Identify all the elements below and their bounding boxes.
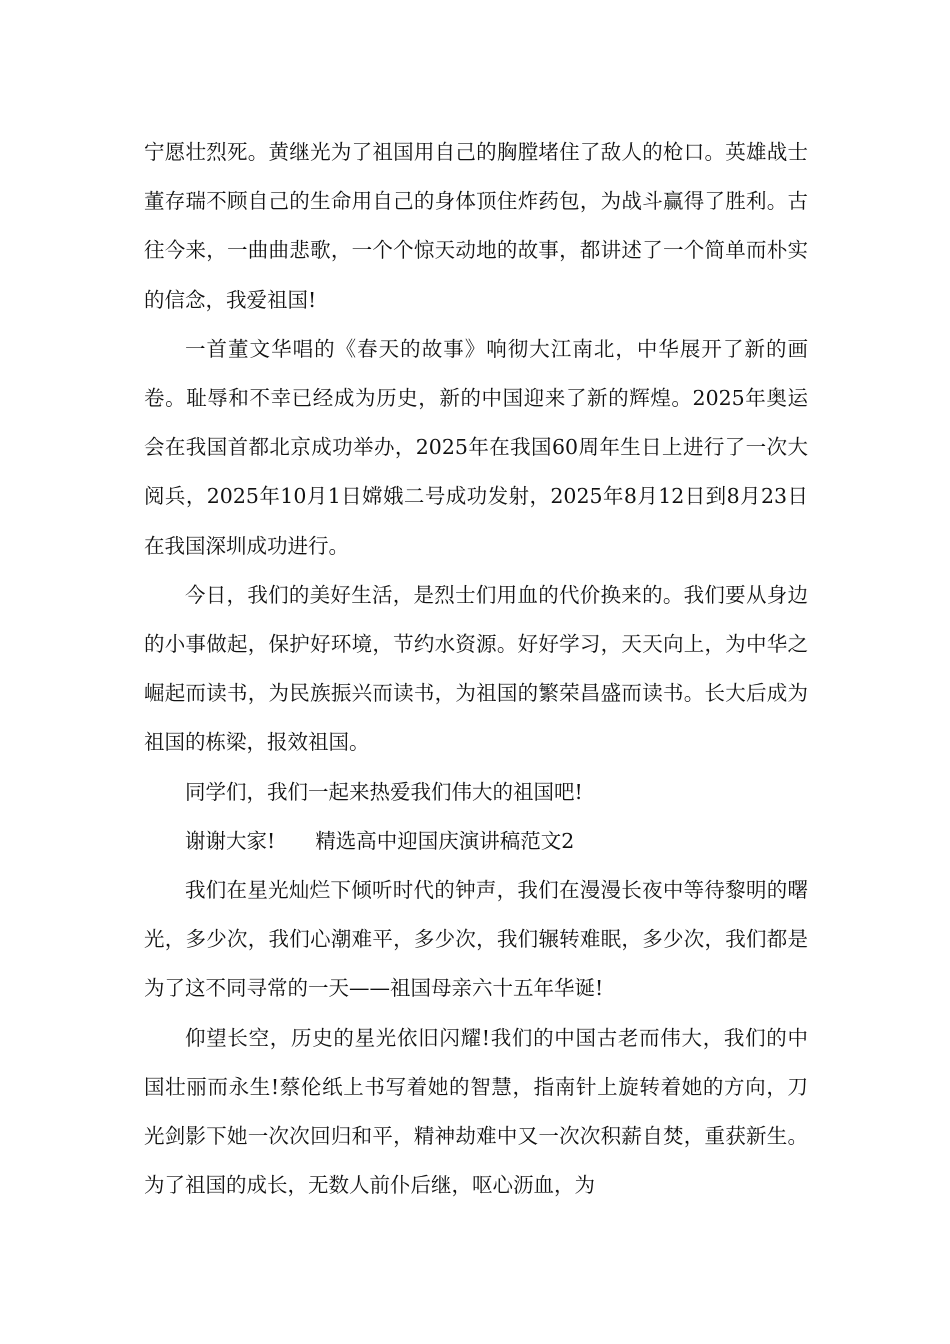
paragraph-classmates: 同学们，我们一起来热爱我们伟大的祖国吧! — [185, 779, 583, 804]
document-body — [144, 128, 808, 1210]
closing-and-section-title — [144, 817, 808, 866]
paragraph-continuation: 宁愿壮烈死。黄继光为了祖国用自己的胸膛堵住了敌人的枪口。英雄战士董存瑞不顾自己的生命用自己的身体顶住炸药包，为战斗赢得了胜利。古往今来，一曲曲悲歌，一个个惊天动地的故事，都讲述了一个简单而朴实的信念，我爱祖国! — [144, 140, 808, 312]
paragraph-starlight: 我们在星光灿烂下倾听时代的钟声，我们在漫漫长夜中等待黎明的曙光，多少次，我们心潮难平，多少次，我们辗转难眠，多少次，我们都是为了这不同寻常的一天——祖国母亲六十五年华诞! — [144, 878, 808, 1001]
paragraph-today: 今日，我们的美好生活，是烈士们用血的代价换来的。我们要从身边的小事做起，保护好环境，节约水资源。好好学习，天天向上，为中华之崛起而读书，为民族振兴而读书，为祖国的繁荣昌盛而读书。长大后成为祖国的栋梁，报效祖国。 — [144, 582, 808, 755]
closing-text: 谢谢大家! — [185, 828, 276, 853]
paragraph-looking-up: 仰望长空，历史的星光依旧闪耀!我们的中国古老而伟大，我们的中国壮丽而永生!蔡伦纸上书写着她的智慧，指南针上旋转着她的方向，刀光剑影下她一次次回归和平，精神劫难中又一次次积薪自焚，重获新生。为了祖国的成长，无数人前仆后继，呕心沥血，为 — [144, 1025, 808, 1198]
paragraph-spring-story: 一首董文华唱的《春天的故事》响彻大江南北，中华展开了新的画卷。耻辱和不幸已经成为历史，新的中国迎来了新的辉煌。2025年奥运会在我国首都北京成功举办，2025年在我国60周年生日上进行了一次大阅兵，2025年10月1日嫦娥二号成功发射，2025年8月12日到8月23日在我国深圳成功进行。 — [144, 336, 808, 558]
section-title: 精选高中迎国庆演讲稿范文2 — [315, 828, 575, 853]
